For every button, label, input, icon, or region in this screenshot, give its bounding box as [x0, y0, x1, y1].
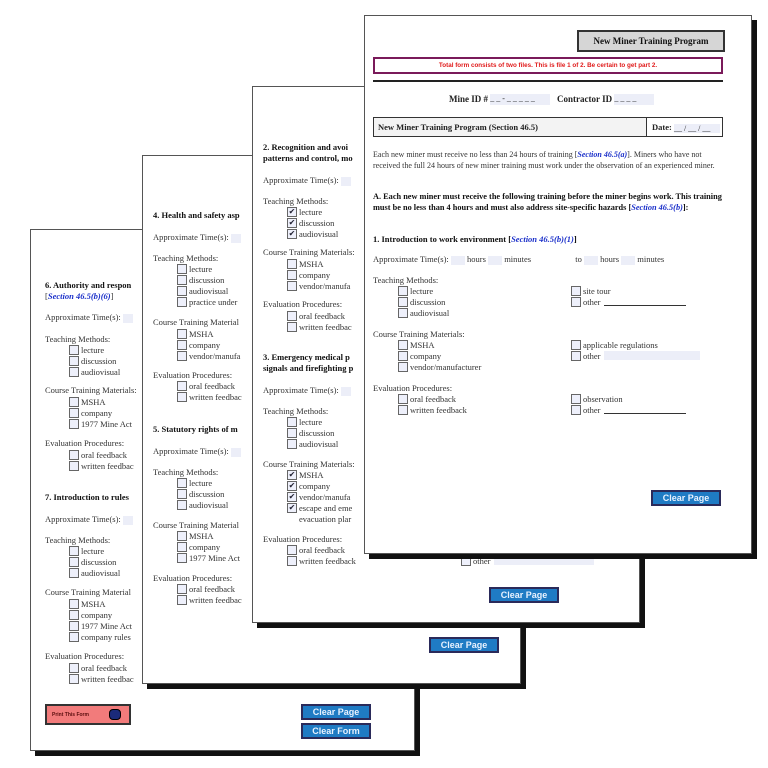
checkbox-audiovisual[interactable]: audiovisual: [69, 366, 120, 377]
course-materials-label: Course Training Materials:: [45, 385, 137, 395]
clear-form-button[interactable]: Clear Form: [301, 723, 371, 739]
evaluation-label: Evaluation Procedures:: [263, 299, 343, 309]
print-form-button[interactable]: Print This Form: [45, 704, 131, 725]
evaluation-group: [177, 583, 242, 605]
evaluation-label: Evaluation Procedures:: [45, 438, 125, 448]
course-materials-label: Course Training Materials:: [263, 459, 355, 469]
teaching-methods-group: [177, 263, 237, 307]
evaluation-group: [287, 310, 352, 332]
approx-time-label: Approximate Time(s):: [45, 312, 133, 323]
evaluation-label: Evaluation Procedures:: [153, 370, 233, 380]
teaching-methods-label: Teaching Methods:: [45, 334, 111, 344]
ids-row: Mine ID # _ _ - _ _ _ _ _ Contractor ID _ _ _ _: [449, 94, 654, 105]
course-materials-label: Course Training Material: [153, 520, 239, 530]
checkbox-written-feedback[interactable]: written feedbac: [177, 594, 242, 605]
teaching-methods-group: [177, 477, 228, 510]
evaluation-group: [398, 393, 467, 415]
course-materials-group: [69, 396, 132, 429]
section-link[interactable]: Section 46.5(b): [631, 202, 683, 212]
checkbox-msha[interactable]: MSHA: [69, 396, 132, 407]
checkbox-written-feedback[interactable]: written feedbac: [69, 460, 134, 471]
approx-time-label: Approximate Time(s):: [153, 446, 241, 457]
checkbox-audiovisual[interactable]: audiovisual: [287, 438, 338, 449]
teaching-methods-label: Teaching Methods:: [263, 406, 329, 416]
checkbox-other[interactable]: other: [461, 555, 594, 566]
checkbox-oral-feedback[interactable]: oral feedback: [287, 310, 352, 321]
checkbox-written-feedback[interactable]: written feedback: [287, 555, 356, 566]
checkbox-discussion[interactable]: discussion: [69, 355, 120, 366]
checkbox-site-tour[interactable]: site tour: [571, 285, 686, 296]
checkbox-msha[interactable]: ✔ MSHA: [288, 469, 324, 480]
hours-from-field[interactable]: [451, 256, 465, 265]
clear-page-button[interactable]: Clear Page: [489, 587, 559, 603]
checkbox-vendor[interactable]: vendor/manufa: [177, 350, 240, 361]
time-field[interactable]: [341, 387, 351, 396]
checkbox-company[interactable]: company: [69, 609, 132, 620]
checkbox-other[interactable]: other: [571, 404, 686, 415]
checkbox-oral-feedback[interactable]: oral feedback: [69, 449, 134, 460]
checkbox-oral-feedback[interactable]: oral feedback: [287, 544, 356, 555]
checkbox-mine-act[interactable]: 1977 Mine Act: [177, 552, 240, 563]
course-materials-group: [177, 530, 240, 563]
checkbox-written-feedback[interactable]: written feedbac: [69, 673, 134, 684]
checkbox-lecture[interactable]: lecture: [177, 477, 228, 488]
time-field[interactable]: [231, 448, 241, 457]
checkbox-msha[interactable]: MSHA: [287, 258, 350, 269]
clear-page-button[interactable]: Clear Page: [651, 490, 721, 506]
item-1-title: 1. Introduction to work environment [Section 46.5(b)(1)]: [373, 234, 577, 244]
teaching-methods-label: Teaching Methods:: [263, 196, 329, 206]
checkbox-lecture[interactable]: lecture: [69, 344, 120, 355]
checkbox-audiovisual[interactable]: audiovisual: [69, 567, 120, 578]
checkbox-oral-feedback[interactable]: oral feedback: [69, 662, 134, 673]
evaluation-label: Evaluation Procedures:: [263, 534, 343, 544]
checkbox-mine-act[interactable]: 1977 Mine Act: [69, 418, 132, 429]
section-link[interactable]: Section 46.5(b)(1): [511, 234, 574, 244]
checkbox-discussion[interactable]: discussion: [398, 296, 449, 307]
item-5-title: 5. Statutory rights of m: [153, 424, 238, 434]
item-2-title: 2. Recognition and avoi patterns and control, mo: [263, 142, 353, 163]
evaluation-label: Evaluation Procedures:: [45, 651, 125, 661]
checkbox-lecture[interactable]: lecture: [398, 285, 449, 296]
course-materials-label: Course Training Material: [45, 587, 131, 597]
evaluation-group: [69, 449, 134, 471]
date-field[interactable]: __ / __ / __: [674, 124, 720, 133]
approx-time-label: Approximate Time(s):: [153, 232, 241, 243]
checkbox-observation[interactable]: observation: [571, 393, 686, 404]
course-materials-group: [69, 598, 132, 642]
teaching-methods-group: [398, 285, 449, 318]
checkbox-audiovisual[interactable]: ✔ audiovisual: [288, 228, 339, 239]
item-3-title: 3. Emergency medical p signals and firefighting p: [263, 352, 354, 373]
checkbox-company[interactable]: company: [177, 339, 240, 350]
evaluation-label: Evaluation Procedures:: [373, 383, 453, 393]
form-page-1: [364, 15, 752, 554]
course-materials-group-right: [571, 339, 700, 361]
section-link[interactable]: Section 46.5(b)(6): [47, 291, 111, 301]
checkbox-discussion[interactable]: discussion: [177, 488, 228, 499]
checkbox-company[interactable]: company: [287, 269, 350, 280]
checkbox-audiovisual[interactable]: audiovisual: [177, 499, 228, 510]
checkbox-lecture[interactable]: ✔ lecture: [288, 206, 323, 217]
approx-time-row: Approximate Time(s): hours minutes to hours minutes: [373, 254, 665, 264]
other-field[interactable]: [604, 406, 686, 414]
checkbox-company[interactable]: company: [69, 407, 132, 418]
date-cell: Date: __ / __ / __: [647, 118, 722, 136]
item-6-citation: [Section 46.5(b)(6)]: [45, 291, 114, 301]
course-materials-group: [287, 258, 350, 291]
checkbox-other[interactable]: other: [571, 296, 686, 307]
teaching-methods-group: [287, 206, 338, 239]
course-materials-group: [177, 328, 240, 361]
item-6-title: 6. Authority and respon: [45, 280, 132, 290]
checkbox-written-feedback[interactable]: written feedbac: [177, 391, 242, 402]
checkbox-msha[interactable]: MSHA: [69, 598, 132, 609]
clear-page-button[interactable]: Clear Page: [429, 637, 499, 653]
checkbox-discussion[interactable]: ✔ discussion: [288, 217, 335, 228]
time-field[interactable]: [123, 516, 133, 525]
approx-time-label: Approximate Time(s):: [263, 385, 351, 396]
checkbox-audiovisual[interactable]: audiovisual: [177, 285, 237, 296]
teaching-methods-label: Teaching Methods:: [153, 467, 219, 477]
course-materials-label: Course Training Materials:: [373, 329, 465, 339]
section-a-paragraph: A. Each new miner must receive the following training before the miner begins work. This training must be no less than 4 hours and must also address site-specific hazards [Section 46.5(b)]:: [373, 192, 722, 212]
evaluation-group: [287, 544, 356, 566]
checkbox-oral-feedback[interactable]: oral feedback: [398, 393, 467, 404]
checkbox-company[interactable]: company: [177, 541, 240, 552]
program-title-table: [373, 117, 723, 137]
printer-icon: [109, 709, 121, 720]
two-files-notice: Total form consists of two files. This is file 1 of 2. Be certain to get part 2.: [373, 57, 723, 74]
contractor-id-field[interactable]: _ _ _ _: [614, 94, 654, 105]
escape-plan-continued: evacuation plar: [299, 513, 352, 524]
program-title: New Miner Training Program (Section 46.5): [374, 118, 647, 136]
checkbox-oral-feedback[interactable]: oral feedback: [177, 583, 242, 594]
course-materials-label: Course Training Materials:: [263, 247, 355, 257]
checkbox-lecture[interactable]: lecture: [177, 263, 237, 274]
checkbox-vendor[interactable]: vendor/manufa: [287, 280, 350, 291]
checkbox-company-rules[interactable]: company rules: [69, 631, 132, 642]
checkbox-mine-act[interactable]: 1977 Mine Act: [69, 620, 132, 631]
item-4-title: 4. Health and safety asp: [153, 210, 240, 220]
clear-page-button[interactable]: Clear Page: [301, 704, 371, 720]
divider: [373, 80, 723, 82]
checkbox-discussion[interactable]: discussion: [177, 274, 237, 285]
teaching-methods-group: [287, 416, 338, 449]
checkbox-msha[interactable]: MSHA: [177, 530, 240, 541]
checkbox-vendor[interactable]: vendor/manufacturer: [398, 361, 481, 372]
intro-paragraph: Each new miner must receive no less than 24 hours of training [Section 46.5(a)]. Miners who have not received the full 24 hours of new miner training must work under the observation of an experienced miner.: [373, 150, 715, 170]
approx-time-label: Approximate Time(s):: [45, 514, 133, 525]
approx-time-label: Approximate Time(s):: [263, 175, 351, 186]
other-field[interactable]: [604, 351, 700, 360]
minutes-to-field[interactable]: [621, 256, 635, 265]
hours-to-field[interactable]: [584, 256, 598, 265]
mine-id-field[interactable]: _ _ - _ _ _ _ _: [490, 94, 550, 105]
teaching-methods-group: [69, 344, 120, 377]
teaching-methods-label: Teaching Methods:: [373, 275, 439, 285]
other-field[interactable]: [604, 298, 686, 306]
minutes-from-field[interactable]: [488, 256, 502, 265]
section-link[interactable]: Section 46.5(a): [577, 150, 628, 159]
checkbox-vendor[interactable]: ✔ vendor/manufa: [288, 491, 351, 502]
teaching-methods-label: Teaching Methods:: [45, 535, 111, 545]
evaluation-label: Evaluation Procedures:: [153, 573, 233, 583]
time-field[interactable]: [123, 314, 133, 323]
checkbox-lecture[interactable]: lecture: [287, 416, 338, 427]
checkbox-written-feedback[interactable]: written feedbac: [287, 321, 352, 332]
time-field[interactable]: [231, 234, 241, 243]
evaluation-group-right: [571, 393, 686, 415]
checkbox-company[interactable]: ✔ company: [288, 480, 331, 491]
checkbox-company[interactable]: company: [398, 350, 481, 361]
course-materials-group: [398, 339, 481, 372]
item-7-title: 7. Introduction to rules: [45, 492, 129, 502]
checkbox-discussion[interactable]: discussion: [287, 427, 338, 438]
course-materials-label: Course Training Material: [153, 317, 239, 327]
checkbox-discussion[interactable]: discussion: [69, 556, 120, 567]
checkbox-audiovisual[interactable]: audiovisual: [398, 307, 449, 318]
checkbox-other[interactable]: other: [571, 350, 700, 361]
checkbox-msha[interactable]: MSHA: [177, 328, 240, 339]
checkbox-escape-plan[interactable]: ✔ escape and eme: [288, 502, 353, 513]
checkbox-oral-feedback[interactable]: oral feedback: [177, 380, 242, 391]
teaching-methods-group: [69, 545, 120, 578]
evaluation-group: [69, 662, 134, 684]
evaluation-group: [177, 380, 242, 402]
time-field[interactable]: [341, 177, 351, 186]
form-header-title: New Miner Training Program: [577, 30, 725, 52]
checkbox-applicable-regulations[interactable]: applicable regulations: [571, 339, 700, 350]
other-field[interactable]: [494, 556, 594, 565]
checkbox-lecture[interactable]: lecture: [69, 545, 120, 556]
teaching-methods-label: Teaching Methods:: [153, 253, 219, 263]
course-materials-group: [287, 469, 352, 524]
checkbox-practice-under[interactable]: practice under: [177, 296, 237, 307]
checkbox-written-feedback[interactable]: written feedback: [398, 404, 467, 415]
checkbox-msha[interactable]: MSHA: [398, 339, 481, 350]
teaching-methods-group-right: [571, 285, 686, 307]
